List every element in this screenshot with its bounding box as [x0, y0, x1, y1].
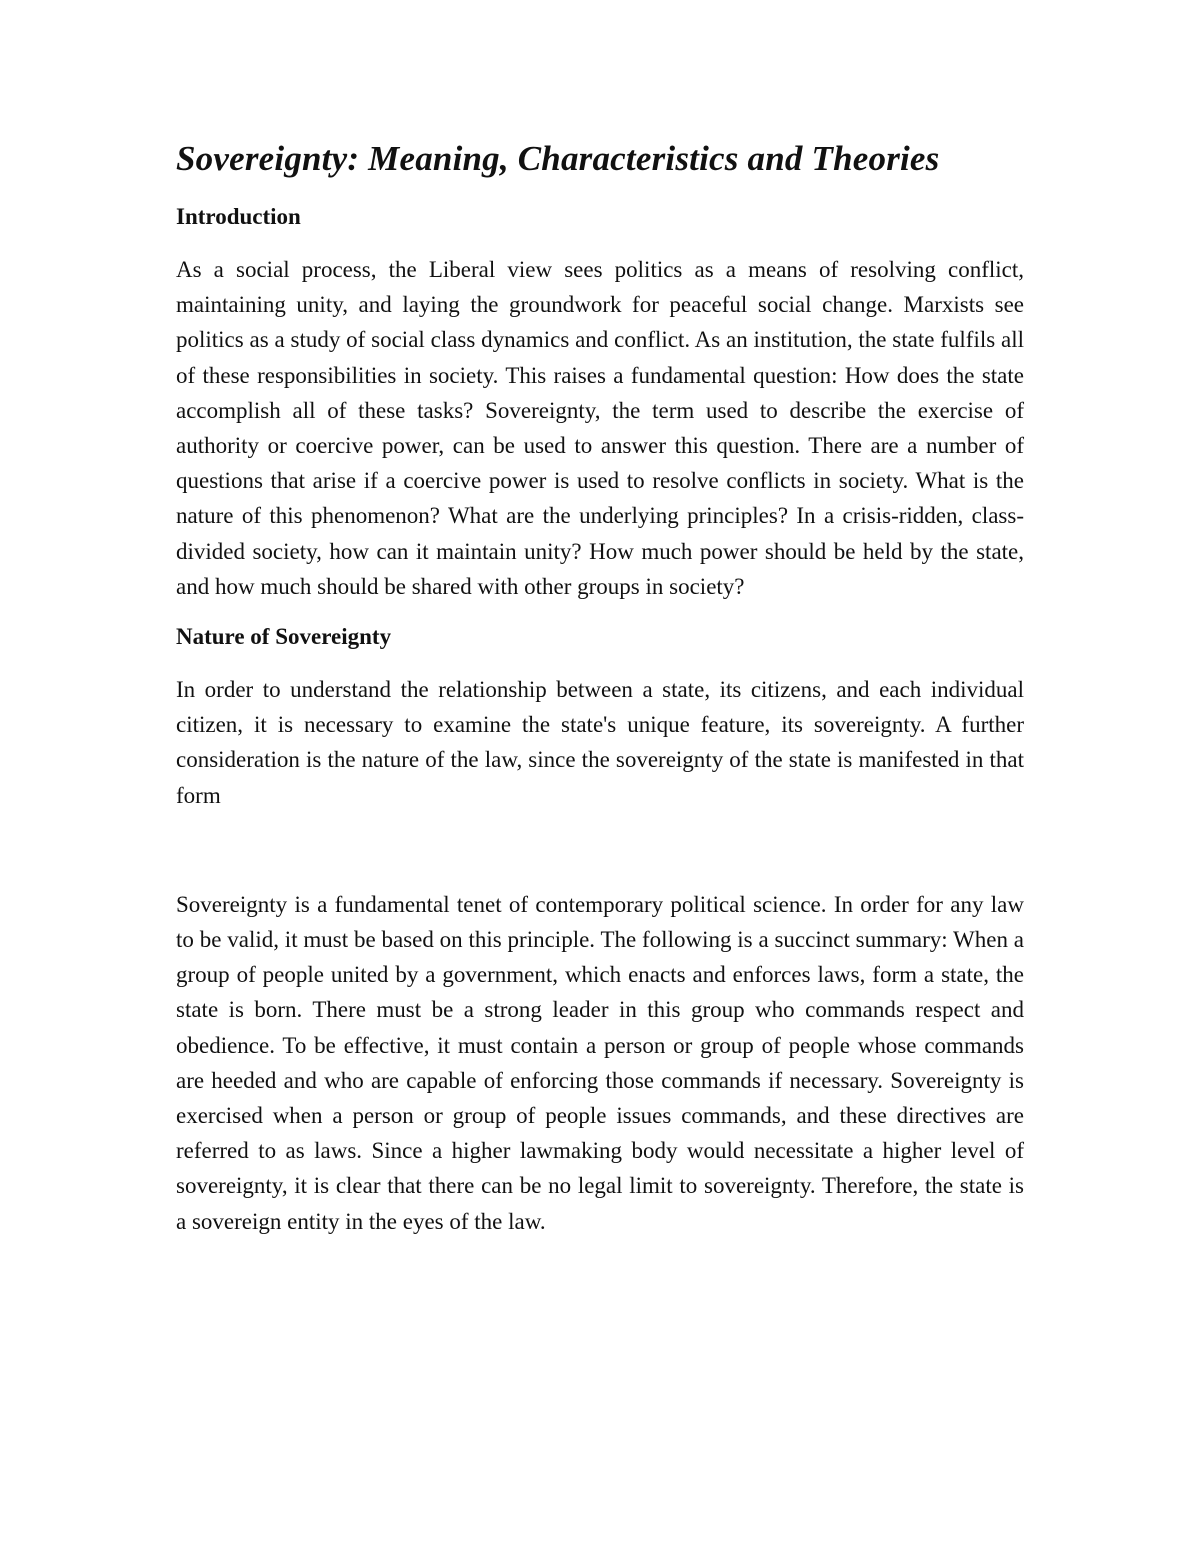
section-heading-nature-of-sovereignty: Nature of Sovereignty [176, 624, 392, 650]
document-title: Sovereignty: Meaning, Characteristics and Theories [176, 139, 940, 178]
document-body [176, 138, 1024, 1257]
introduction-paragraph: As a social process, the Liberal view sees politics as a means of resolving conflict, maintaining unity, and laying the groundwork for peaceful social change. Marxists see politics as a study of social class dynamics and conflict. As an institution, the state fulfils all of these responsibilities in society. This raises a fundamental question: How does the state accomplish all of these tasks? Sovereignty, the term used to describe the exercise of authority or coercive power, can be used to answer this question. There are a number of questions that arise if a coercive power is used to resolve conflicts in society. What is the nature of this phenomenon? What are the underlying principles? In a crisis-ridden, class-divided society, how can it maintain unity? How much power should be held by the state, and how much should be shared with other groups in society? [176, 257, 1024, 599]
section-heading-introduction: Introduction [176, 204, 301, 229]
nature-paragraph-2: Sovereignty is a fundamental tenet of contemporary political science. In order for any law to be valid, it must be based on this principle. The following is a succinct summary: When a group of people united by a government, which enacts and enforces laws, form a state, the state is born. There must be a strong leader in this group who commands respect and obedience. To be effective, it must contain a person or group of people whose commands are heeded and who are capable of enforcing those commands if necessary. Sovereignty is exercised when a person or group of people issues commands, and these directives are referred to as laws. Since a higher lawmaking body would necessitate a higher level of sovereignty, it is clear that there can be no legal limit to sovereignty. Therefore, the state is a sovereign entity in the eyes of the law. [176, 891, 1024, 1234]
nature-paragraph-1: In order to understand the relationship between a state, its citizens, and each individual citizen, it is necessary to examine the state's unique feature, its sovereignty. A further consideration is the nature of the law, since the sovereignty of the state is manifested in that form [176, 677, 1024, 808]
